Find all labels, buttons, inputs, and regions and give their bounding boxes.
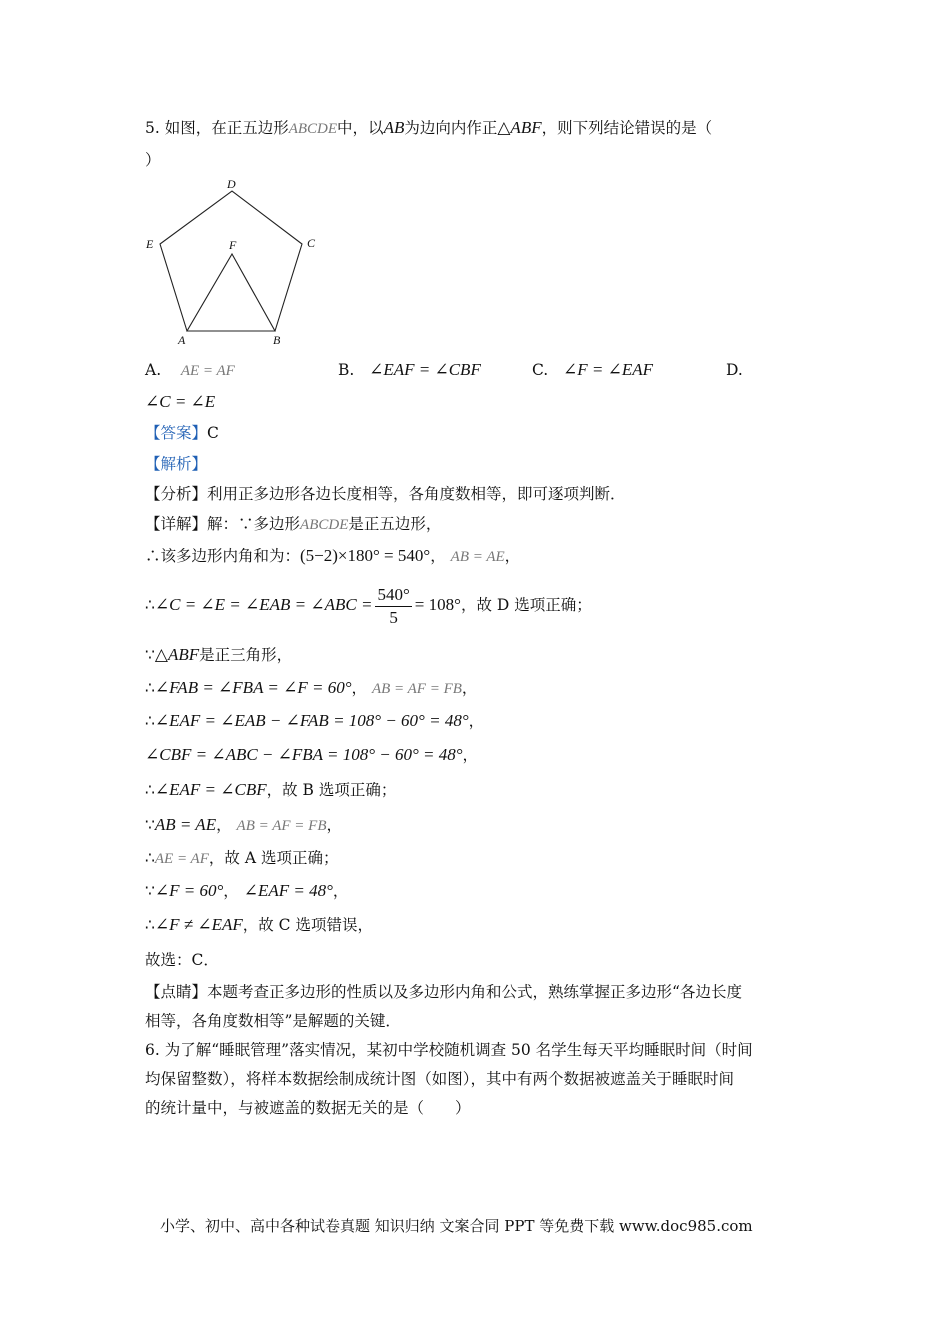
detail-text: 是正五边形， (348, 515, 442, 533)
dianjing-text: 本题考查正多边形的性质以及多边形内角和公式，熟练掌握正多边形“各边长度 (207, 983, 742, 1001)
solution-line-3 (145, 645, 292, 665)
text: ∵ (145, 816, 155, 834)
math: ∠EAF = ∠CBF (154, 780, 267, 799)
math: AB = AF = FB (236, 818, 327, 834)
q5-stem-text: ，则下列结论错误的是（ (541, 119, 713, 137)
solution-line-6 (145, 745, 478, 765)
pentagon-name: ABCDE (288, 121, 338, 137)
q5-stem-text: 为边向内作正 (404, 119, 498, 137)
page-footer: 小学、初中、高中各种试卷真题 知识归纳 文案合同 PPT 等免费下载 www.doc985.com (160, 1217, 753, 1235)
fenxi-tag: 【分析】 (145, 485, 208, 503)
option-b (338, 360, 481, 380)
detail-line (145, 514, 441, 535)
text: ∴ (145, 781, 155, 799)
side-ab: AB (383, 118, 405, 137)
option-b-expr: ∠EAF = ∠CBF (369, 360, 481, 379)
option-d-expr (145, 392, 215, 412)
denominator: 5 (389, 607, 398, 627)
option-a (145, 360, 235, 381)
fenxi-line (145, 484, 626, 504)
math: AB = AE (154, 815, 217, 834)
numerator: 540° (375, 584, 411, 607)
solution-line-10 (145, 881, 348, 901)
text: ， (332, 882, 349, 900)
pentagon-figure (140, 172, 330, 350)
math: ∠EAF = ∠EAB − ∠FAB = 108° − 60° = 48° (154, 711, 469, 730)
detail-pentagon: ABCDE (300, 517, 349, 533)
text: ， (462, 746, 479, 764)
detail-text: 解：∵多边形 (207, 515, 301, 533)
text: ， (351, 679, 368, 697)
dianjing-line-1 (145, 982, 742, 1002)
solution-line-1 (145, 546, 520, 567)
detail-tag: 【详解】 (145, 515, 208, 533)
text: ，故 A 选项正确； (208, 849, 339, 867)
solution-line-12: 故选：C． (145, 951, 219, 969)
math: = 108° (414, 595, 461, 614)
text: ∵ (145, 882, 155, 900)
solution-line-7 (145, 780, 396, 800)
math: ∠F ≠ ∠EAF (154, 915, 243, 934)
text: ， (430, 547, 446, 565)
text: ， (223, 882, 239, 900)
option-a-expr: AE = AF (180, 363, 235, 379)
q5-stem-close: ） (145, 151, 161, 169)
text: ∴ (145, 849, 155, 867)
math: ∠FAB = ∠FBA = ∠F = 60° (154, 678, 352, 697)
math: (5−2)×180° = 540° (300, 546, 431, 565)
option-a-label: A. (145, 361, 162, 379)
answer-value: C (207, 424, 219, 442)
text: ，故 B 选项正确； (266, 781, 397, 799)
label-a: A (178, 333, 186, 347)
q6-line-1: 6. 为了解“睡眠管理”落实情况，某初中学校随机调查 50 名学生每天平均睡眠时间（时间 (145, 1041, 753, 1059)
fenxi-text: 利用正多边形各边长度相等，各角度数相等，即可逐项判断． (207, 485, 626, 503)
solution-line-4 (145, 678, 477, 699)
label-d: D (227, 177, 236, 191)
dianjing-line-2: 相等，各角度数相等”是解题的关键． (145, 1012, 401, 1030)
text: ∴ (145, 712, 155, 730)
solution-line-2 (145, 583, 592, 629)
option-d-label: D. (726, 361, 743, 379)
q6-line-3: 的统计量中，与被遮盖的数据无关的是（ ） (145, 1099, 471, 1117)
option-c (532, 360, 653, 380)
option-d-expr-text: ∠C = ∠E (145, 392, 216, 411)
answer-line (145, 423, 219, 443)
option-d (726, 360, 743, 380)
text: ， (461, 679, 478, 697)
math: AE = AF (154, 851, 209, 867)
q6-line-2: 均保留整数），将样本数据绘制成统计图（如图），其中有两个数据被遮盖关于睡眠时间 (145, 1070, 735, 1088)
text: ∴该多边形内角和为： (145, 547, 301, 565)
option-c-expr: ∠F = ∠EAF (563, 360, 654, 379)
label-c: C (307, 236, 316, 250)
triangle-abf: △ABF (497, 118, 542, 137)
text: ， (326, 816, 342, 834)
text: 是正三角形， (199, 646, 293, 664)
text: ， (468, 712, 485, 730)
math: ∠CBF = ∠ABC − ∠FBA = 108° − 60° = 48° (145, 745, 463, 764)
text: ，故 C 选项错误， (242, 916, 373, 934)
math: AB = AF = FB (371, 681, 462, 697)
q5-stem-text: 中，以 (337, 119, 384, 137)
math: ∠EAF = 48° (243, 881, 333, 900)
math: AB = AE (450, 549, 505, 565)
text: ∴ (145, 916, 155, 934)
solution-line-9 (145, 848, 338, 869)
math: ∠C = ∠E = ∠EAB = ∠ABC = (154, 595, 373, 614)
q5-stem (145, 118, 712, 139)
text: ，故 D 选项正确； (460, 596, 592, 614)
solution-line-5 (145, 711, 484, 731)
solution-line-8 (145, 815, 342, 836)
text: ∴ (145, 679, 155, 697)
fraction (375, 584, 411, 629)
triangle-abf-shape (187, 254, 275, 331)
math: ∠F = 60° (154, 881, 224, 900)
text: ， (504, 547, 521, 565)
answer-tag: 【答案】 (145, 424, 208, 442)
text: ∵ (145, 646, 155, 664)
option-b-label: B. (338, 361, 355, 379)
option-c-label: C. (532, 361, 549, 379)
text: ， (216, 816, 232, 834)
label-f: F (229, 238, 237, 252)
analysis-tag-text: 【解析】 (145, 455, 208, 473)
label-b: B (273, 333, 281, 347)
math: △ABF (154, 645, 200, 664)
analysis-tag (145, 454, 207, 474)
pentagon-abcde (160, 191, 302, 331)
text: ∴ (145, 596, 155, 614)
solution-line-11 (145, 915, 373, 935)
label-e: E (146, 237, 154, 251)
q5-stem-text: 5. 如图，在正五边形 (145, 119, 289, 137)
dianjing-tag: 【点睛】 (145, 983, 208, 1001)
